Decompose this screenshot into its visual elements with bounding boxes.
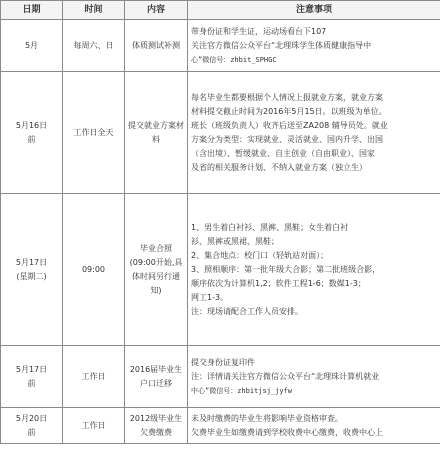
date-suffix: 前 [27,378,36,388]
note-line: 1、男生着白衬衫、黑裤、黑鞋；女生着白衬 [191,222,349,232]
note-line: 班长（班级负责人）收齐后送至ZA208 辅导员处。就业 [191,120,388,130]
note-line: 顺序依次为计算机1,2；软件工程1-6；数媒1-3； [191,278,366,288]
content-cell: 2016届毕业生户口迁移 [125,346,188,408]
table-row [1,346,440,408]
note-line: 注：详情请关注官方微信公众平台“北理珠计算机就业 [191,371,380,381]
note-line: 衫、黑裤或黑裙、黑鞋； [191,236,279,246]
note-line: 及省的相关服务计划、不纳入就业方案（独立生） [191,162,367,172]
time-cell: 09:00 [63,194,125,346]
note-line: 欠费毕业生如缴费请到学校收费中心缴费，收费中心上 [191,427,383,437]
time-cell: 每周六、日 [63,20,125,72]
content-cell: 毕业合照(09:00开始,具体时间另行通知) [125,194,188,346]
note-line: 带身份证和学生证，运动场看台下107 [191,26,327,36]
note-line: 3、照相顺序：第一批年级大合影；第二批班级合影， [191,264,381,274]
notes-cell [188,72,440,194]
note-line: 提交身份证复印件 [191,357,255,367]
date-text: 5月17日 [15,364,48,374]
date-cell [1,194,63,346]
header-content: 内容 [125,1,188,20]
date-cell [1,408,63,444]
date-cell [1,72,63,194]
note-line: 每名毕业生都要根据个人情况上报就业方案，就业方案 [191,92,383,102]
content-cell: 提交就业方案材料 [125,72,188,194]
notes-cell [188,194,440,346]
time-cell: 工作日 [63,408,125,444]
time-cell: 工作日全天 [63,72,125,194]
content-cell: 2012级毕业生欠费缴费 [125,408,188,444]
note-line: 2、集合地点：校门口（轻轨站对面）； [191,250,329,260]
notes-cell [188,408,440,444]
date-cell [1,20,63,72]
note-line: 材料提交截止时间为2016年5月15日。以班级为单位。 [191,106,387,116]
date-text: 5月 [24,40,39,50]
table-row [1,194,440,346]
time-cell: 工作日 [63,346,125,408]
header-date: 日期 [1,1,63,20]
note-line: 方案分为类型：实现就业、灵活就业、国内升学、出国 [191,134,383,144]
note-line: 未及时缴费的毕业生将影响毕业资格审查。 [191,413,343,423]
date-text: 5月16日 [15,120,48,130]
date-cell [1,346,63,408]
date-suffix: (星期二) [16,271,47,281]
note-line: 注：现场请配合工作人员安排。 [191,306,303,316]
header-row [1,1,440,20]
date-text: 5月20日 [15,413,48,423]
date-suffix: 前 [27,134,36,144]
notes-cell [188,20,440,72]
header-notes: 注意事项 [188,1,440,20]
content-cell: 体质测试补测 [125,20,188,72]
table-row [1,408,440,444]
notes-cell [188,346,440,408]
note-line: 关注官方微信公众平台“北理珠学生体质健康指导中 [191,40,372,50]
note-line: 网工1-3。 [191,292,229,302]
date-text: 5月17日 [15,257,48,267]
note-line: 心”微信号：zhbit_SPHGC [191,55,277,64]
table-row [1,72,440,194]
note-line: （含出境）、暂缓就业、自主创业（自由职业）、国家 [191,148,375,158]
table-row [1,20,440,72]
date-suffix: 前 [27,427,36,437]
header-time: 时间 [63,1,125,20]
note-line: 中心”微信号：zhbitjsj_jyfw [191,386,293,395]
